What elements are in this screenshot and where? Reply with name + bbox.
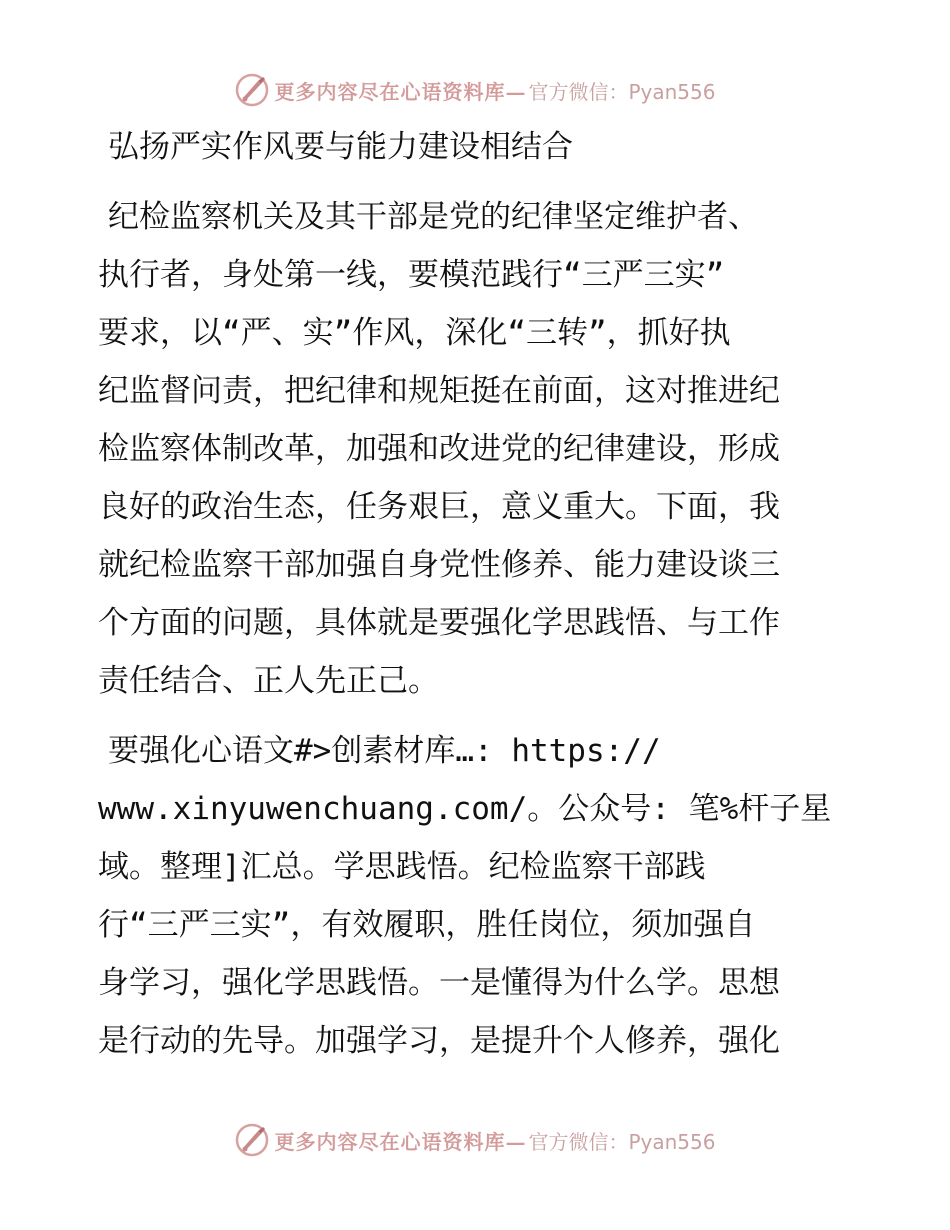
text-line: 要求，以“严、实”作风，深化“三转”，抓好执 [98, 315, 731, 351]
text-line: 域。整理]汇总。学思践悟。纪检监察干部践 [98, 849, 706, 885]
text-line: 是行动的先导。加强学习，是提升个人修养，强化 [98, 1023, 780, 1059]
header-watermark-banner [0, 70, 950, 110]
document-title: 弘扬严实作风要与能力建设相结合 [108, 129, 573, 165]
footer-watermark-banner [0, 1120, 950, 1160]
brush-logo-icon [234, 72, 270, 108]
text-line: 执行者，身处第一线，要模范践行“三严三实” [98, 257, 725, 293]
watermark-text: 更多内容尽在心语资料库— [274, 79, 527, 104]
text-line: 责任结合、正人先正己。 [98, 663, 439, 699]
paragraph-2 [98, 722, 858, 1070]
text-line: 身学习，强化学思践悟。一是懂得为什么学。思想 [98, 965, 780, 1001]
text-line: www.xinyuwenchuang.com/。公众号: 笔%杆子星 [98, 791, 832, 827]
watermark-wechat: 官方微信：Pyan556 [528, 79, 716, 104]
text-line: 检监察体制改革，加强和改进党的纪律建设，形成 [98, 431, 780, 467]
text-line: 就纪检监察干部加强自身党性修养、能力建设谈三 [98, 547, 780, 583]
text-line: 要强化心语文#>创素材库…: https:// [108, 733, 661, 769]
text-line: 纪监督问责，把纪律和规矩挺在前面，这对推进纪 [98, 373, 780, 409]
paragraph-1 [98, 188, 858, 710]
text-line: 个方面的问题，具体就是要强化学思践悟、与工作 [98, 605, 780, 641]
text-line: 良好的政治生态，任务艰巨，意义重大。下面，我 [98, 489, 780, 525]
document-body [98, 118, 858, 1070]
watermark-wechat: 官方微信：Pyan556 [528, 1129, 716, 1154]
text-line: 行“三严三实”，有效履职，胜任岗位，须加强自 [98, 907, 756, 943]
brush-logo-icon [234, 1122, 270, 1158]
watermark-text: 更多内容尽在心语资料库— [274, 1129, 527, 1154]
text-line: 纪检监察机关及其干部是党的纪律坚定维护者、 [108, 199, 759, 235]
